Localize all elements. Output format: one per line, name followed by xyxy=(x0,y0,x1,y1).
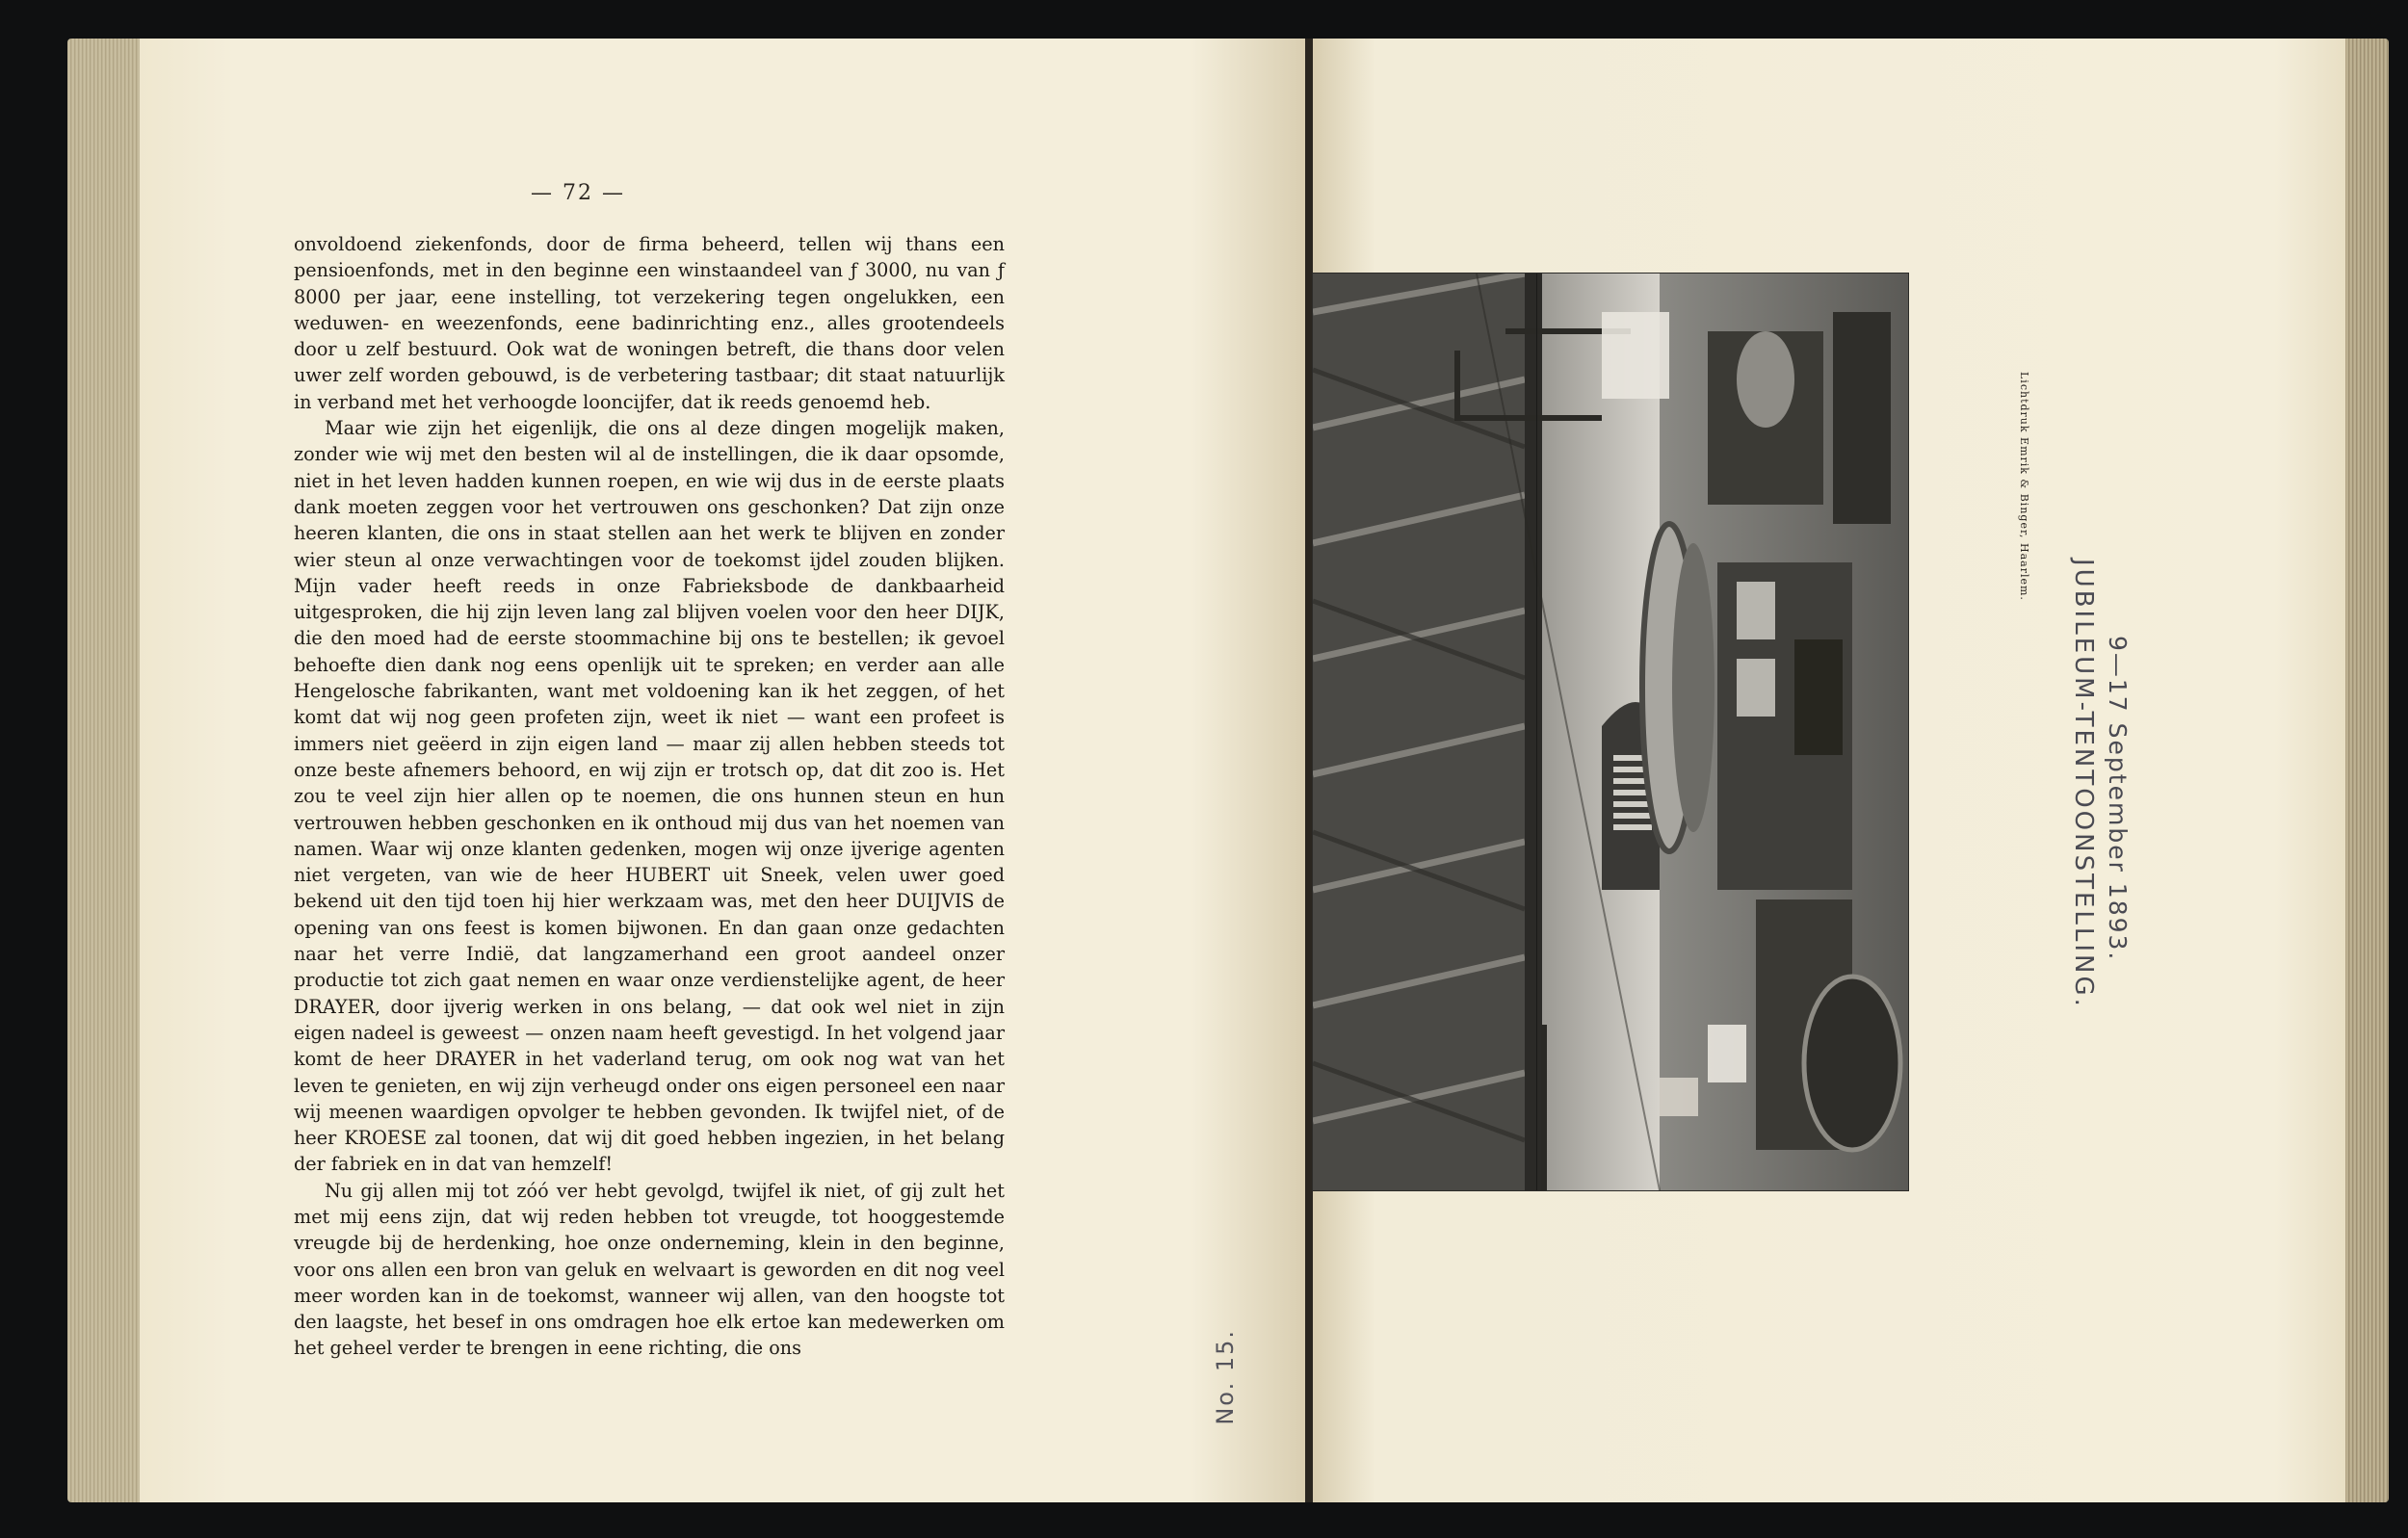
plate-title: JUBILEUM-TENTOONSTELLING. xyxy=(2069,559,2098,1009)
body-text xyxy=(294,231,1005,1362)
paragraph-2: Maar wie zijn het eigenlijk, die ons al deze dingen mogelijk maken, zonder wie wij met den besten wil al de instellingen, die ik daar opsomde, niet in het leven hadden kunnen roepen, en wie wij dus in de eerste plaats dank moeten zeggen voor het vertrouwen ons geschonken? Dat zijn onze heeren klanten, die ons in staat stellen aan het werk te blijven en zonder wier steun al onze verwachtingen voor de toekomst ijdel zouden blijken. Mijn vader heeft reeds in onze Fabrieksbode de dankbaarheid uitgesproken, die hij zijn leven lang zal blijven voelen voor den heer DIJK, die den moed had de eerste stoommachine bij ons te bestellen; ik gevoel behoefte dien dank nog eens openlijk uit te spreken; en verder aan alle Hengelosche fabrikanten, want met voldoening kan ik het zeggen, of het komt dat wij nog geen profeten zijn, weet ik niet — want een profeet is immers niet geëerd in zijn eigen land — maar zij allen hebben steeds tot onze beste afnemers behoord, en wij zijn er trotsch op, dat dit zoo is. Het zou te veel zijn hier allen op te noemen, die ons hunnen steun en hun vertrouwen hebben geschonken en ik onthoud mij dus van het noemen van namen. Waar wij onze klanten gedenken, mogen wij onze ijverige agenten niet vergeten, van wie de heer HUBERT uit Sneek, velen uwer goed bekend uit den tijd toen hij hier werkzaam was, met den heer DUIJVIS de opening van ons feest is komen bijwonen. En dan gaan onze gedachten naar het verre Indië, dat langzamerhand een groot aandeel onzer productie tot zich gaat nemen en waar onze verdienstelijke agent, de heer DRAYER, door ijverig werken in ons belang, — dat ook wel niet in zijn eigen nadeel is geweest — onzen naam heeft gevestigd. In het volgend jaar komt de heer DRAYER in het vaderland terug, om ook nog wat van het leven te genieten, en wij zijn verheugd onder ons eigen personeel een naar wij meenen waardigen opvolger te hebben gevonden. Ik twijfel niet, of de heer KROESE zal toonen, dat wij dit goed hebben ingezien, in het belang der fabriek en in dat van hemzelf! xyxy=(294,417,1005,1176)
plate-subtitle: 9—17 September 1893. xyxy=(2104,636,2132,962)
paragraph-1: onvoldoend ziekenfonds, door de firma beheerd, tellen wij thans een pensioenfonds, met in den beginne een winstaandeel van ƒ 3000, nu van ƒ 8000 per jaar, eene instelling, tot verzekering tegen ongelukken, een weduwen- en weezenfonds, eene badinrichting enz., alles grootendeels door u zelf bestuurd. Ook wat de woningen betreft, die thans door velen uwer zelf worden gebouwd, is de verbetering tastbaar; dit staat natuurlijk in verband met het verhoogde looncijfer, dat ik reeds genoemd heb. xyxy=(294,233,1005,413)
photo-credit: Lichtdruk Emrik & Binger, Haarlem. xyxy=(2018,372,2030,601)
machine-hall-photograph xyxy=(1312,273,1909,1191)
plate-number: No. 15. xyxy=(1212,1329,1239,1425)
paragraph-3: Nu gij allen mij tot zóó ver hebt gevolgd, twijfel ik niet, of gij zult het met mij eens zijn, dat wij reden hebben tot vreugde, tot hooggestemde vreugde bij de herdenking, hoe onze onderneming, klein in den beginne, voor ons allen een bron van geluk en welvaart is geworden en dit nog veel meer worden kan in de toekomst, wanneer wij allen, van den hoogste tot den laagste, het besef in ons omdragen hoe elk ertoe kan medewerken om het geheel verder te brengen in eene richting, die ons xyxy=(294,1179,1005,1360)
photograph-illustration xyxy=(1313,274,1908,1190)
page-number: — 72 — xyxy=(531,181,625,205)
book-edge-right xyxy=(2345,39,2389,1502)
